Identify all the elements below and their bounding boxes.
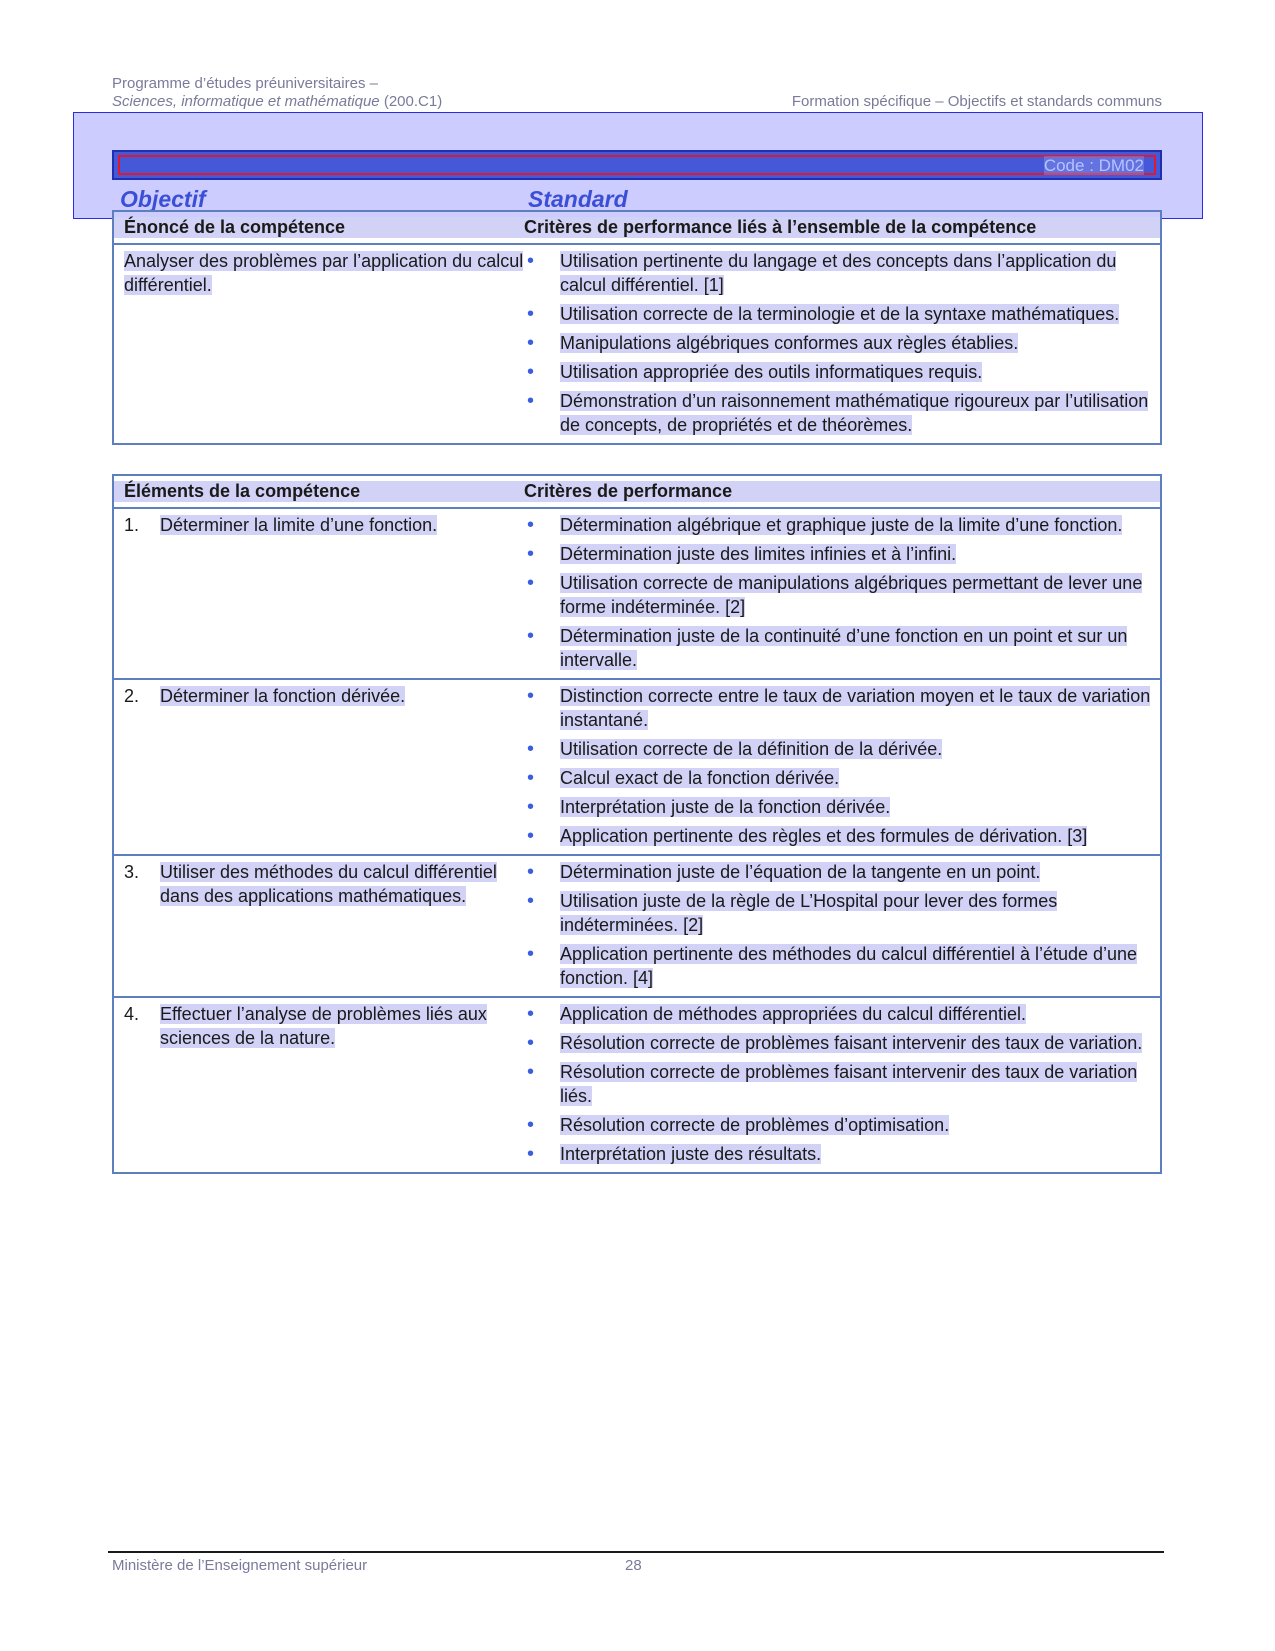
elements-table (112, 474, 1162, 1174)
element-text (160, 860, 524, 908)
criterion-text: Détermination juste de la continuité d’une fonction en un point et sur un intervalle. (560, 626, 1128, 670)
element-criteria-cell (524, 680, 1160, 854)
objective-title: Objectif (120, 186, 206, 212)
competence-statement: Analyser des problèmes par l’application du calcul différentiel. (124, 251, 524, 295)
element-criteria-list (524, 680, 1152, 854)
element-item (124, 1002, 524, 1050)
criterion-item (524, 766, 1152, 790)
element-row (114, 856, 1160, 998)
criterion-item (524, 249, 1152, 297)
criterion-text: Résolution correcte de problèmes d’optimisation. (560, 1115, 950, 1135)
element-cell (114, 680, 524, 854)
elements-header: Éléments de la compétence (114, 481, 524, 502)
element-text (160, 1002, 524, 1050)
criterion-item (524, 1002, 1152, 1026)
element-criteria-list (524, 509, 1152, 678)
competence-criteria-header: Critères de performance liés à l’ensemble de la compétence (524, 217, 1160, 238)
criterion-item (524, 684, 1152, 732)
criterion-text: Résolution correcte de problèmes faisant intervenir des taux de variation liés. (560, 1062, 1138, 1106)
criterion-text: Démonstration d’un raisonnement mathématique rigoureux par l’utilisation de concepts, de propriétés et de théorèmes. (560, 391, 1149, 435)
page-number: 28 (625, 1557, 642, 1574)
element-row (114, 998, 1160, 1172)
competence-criteria-cell (524, 245, 1160, 443)
element-number: 4. (124, 1004, 140, 1024)
competence-statement-cell (114, 245, 524, 443)
criterion-item (524, 889, 1152, 937)
code-label (1044, 156, 1144, 176)
criterion-item (524, 571, 1152, 619)
criterion-text: Application pertinente des règles et des formules de dérivation. [3] (560, 826, 1088, 846)
criterion-item (524, 302, 1152, 326)
header-program-italic: Sciences, informatique et mathématique (112, 93, 380, 110)
criterion-text: Application de méthodes appropriées du calcul différentiel. (560, 1004, 1026, 1024)
criterion-text: Utilisation pertinente du langage et des concepts dans l’application du calcul différentiel. [1] (560, 251, 1117, 295)
element-criteria-list (524, 856, 1152, 996)
element-text-highlight: Effectuer l’analyse de problèmes liés aux sciences de la nature. (160, 1004, 487, 1048)
element-cell (114, 509, 524, 678)
competence-criteria-list (524, 245, 1152, 443)
elements-table-header (114, 476, 1160, 509)
criterion-text: Interprétation juste des résultats. (560, 1144, 822, 1164)
element-item (124, 860, 524, 908)
header-program-code: (200.C1) (379, 93, 443, 110)
running-header (112, 75, 1162, 111)
element-text-highlight: Déterminer la limite d’une fonction. (160, 515, 438, 535)
criterion-item (524, 824, 1152, 848)
criterion-text: Détermination juste de l’équation de la tangente en un point. (560, 862, 1041, 882)
page-footer (112, 1557, 642, 1574)
criterion-item (524, 1060, 1152, 1108)
header-program-name (112, 93, 442, 111)
element-row (114, 680, 1160, 856)
criterion-text: Calcul exact de la fonction dérivée. (560, 768, 840, 788)
element-row (114, 509, 1160, 680)
element-criteria-list (524, 998, 1152, 1172)
criterion-text: Distinction correcte entre le taux de variation moyen et le taux de variation instantané. (560, 686, 1151, 730)
criterion-text: Détermination juste des limites infinies et à l’infini. (560, 544, 957, 564)
criterion-text: Utilisation correcte de la définition de la dérivée. (560, 739, 943, 759)
element-criteria-cell (524, 509, 1160, 678)
competence-table (112, 210, 1162, 445)
standard-title: Standard (528, 186, 628, 212)
code-label-text: Code (1043, 156, 1085, 175)
element-item (124, 513, 524, 537)
element-text-highlight: Utiliser des méthodes du calcul différentiel dans des applications mathématiques. (160, 862, 497, 906)
code-separator: : (1084, 156, 1099, 175)
criterion-text: Manipulations algébriques conformes aux règles établies. (560, 333, 1019, 353)
code-value: DM02 (1098, 156, 1144, 175)
element-number: 3. (124, 862, 140, 882)
criterion-item (524, 737, 1152, 761)
header-second-line (112, 93, 1162, 111)
criterion-item (524, 331, 1152, 355)
criterion-item (524, 542, 1152, 566)
code-bar (112, 150, 1162, 180)
competence-row (114, 245, 1160, 443)
element-cell (114, 998, 524, 1172)
element-rows (114, 509, 1160, 1172)
footer-ministry: Ministère de l’Enseignement supérieur (112, 1557, 368, 1574)
element-criteria-cell (524, 998, 1160, 1172)
criterion-item (524, 360, 1152, 384)
element-cell (114, 856, 524, 996)
element-number: 1. (124, 515, 140, 535)
element-number: 2. (124, 686, 140, 706)
element-text (160, 513, 437, 537)
criterion-item (524, 1142, 1152, 1166)
criterion-item (524, 1113, 1152, 1137)
element-item (124, 684, 524, 708)
header-section-title: Formation spécifique – Objectifs et standards communs (791, 93, 1162, 110)
criterion-item (524, 942, 1152, 990)
footer-rule (108, 1551, 1164, 1553)
criterion-text: Utilisation appropriée des outils informatiques requis. (560, 362, 983, 382)
criterion-text: Interprétation juste de la fonction dérivée. (560, 797, 891, 817)
criterion-item (524, 795, 1152, 819)
criterion-text: Utilisation correcte de manipulations algébriques permettant de lever une forme indéterminée. [2] (560, 573, 1143, 617)
criterion-item (524, 513, 1152, 537)
criterion-item (524, 1031, 1152, 1055)
competence-table-header (114, 212, 1160, 245)
element-text (160, 684, 405, 708)
element-text-highlight: Déterminer la fonction dérivée. (160, 686, 406, 706)
elements-criteria-header: Critères de performance (524, 481, 1160, 502)
criterion-text: Utilisation juste de la règle de L’Hospital pour lever des formes indéterminées. [2] (560, 891, 1058, 935)
criterion-text: Détermination algébrique et graphique juste de la limite d’une fonction. (560, 515, 1123, 535)
code-bar-frame (118, 155, 1156, 175)
criterion-text: Résolution correcte de problèmes faisant intervenir des taux de variation. (560, 1033, 1143, 1053)
header-program-line: Programme d’études préuniversitaires – (112, 75, 378, 92)
competence-statement-header: Énoncé de la compétence (114, 217, 524, 238)
criterion-text: Utilisation correcte de la terminologie et de la syntaxe mathématiques. (560, 304, 1120, 324)
criterion-item (524, 389, 1152, 437)
criterion-item (524, 860, 1152, 884)
criterion-item (524, 624, 1152, 672)
criterion-text: Application pertinente des méthodes du calcul différentiel à l’étude d’une fonction. [4] (560, 944, 1138, 988)
element-criteria-cell (524, 856, 1160, 996)
